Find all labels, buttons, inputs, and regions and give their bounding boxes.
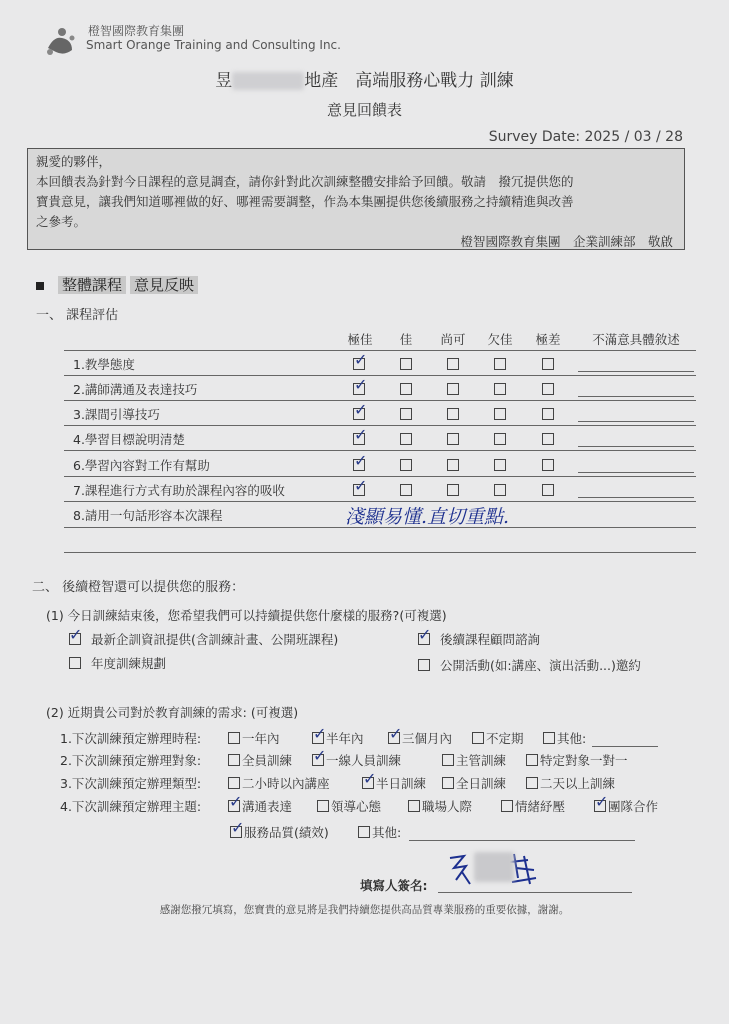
rating-checkbox[interactable] — [494, 358, 506, 370]
q2-checkbox[interactable] — [442, 777, 454, 789]
intro-line: 親愛的夥伴， — [36, 154, 112, 169]
rating-row-label: 1.教學態度 — [73, 357, 135, 372]
rating-checkbox[interactable] — [447, 358, 459, 370]
column-header-poor: 欠佳 — [487, 332, 513, 347]
rating-row-label: 4.學習目標說明清楚 — [73, 432, 185, 447]
redacted-company-name — [232, 72, 304, 90]
row-divider — [64, 476, 696, 477]
rating-checkbox[interactable] — [542, 433, 554, 445]
rating-checkbox[interactable] — [447, 459, 459, 471]
rating-checkbox[interactable] — [400, 358, 412, 370]
q2-checkbox[interactable] — [358, 826, 370, 838]
q2-question: (2) 近期貴公司對於教育訓練的需求: (可複選) — [46, 705, 299, 720]
q2-item-label: 4.下次訓練預定辦理主題: — [60, 799, 202, 814]
row-divider — [64, 400, 696, 401]
q2-option-label: 半日訓練 — [376, 776, 427, 791]
intro-line: 寶貴意見，讓我們知道哪裡做的好、哪裡需要調整，作為本集團提供您後續服務之持續精進與改善 — [36, 194, 574, 209]
survey-date: Survey Date: 2025 / 03 / 28 — [488, 129, 683, 145]
rating-row-label: 2.講師溝通及表達技巧 — [73, 382, 198, 397]
org-name-english: Smart Orange Training and Consulting Inc. — [86, 38, 341, 52]
section1-heading-b: 意見反映 — [130, 276, 198, 294]
signature-line[interactable] — [438, 892, 632, 893]
q2-checkbox[interactable] — [526, 754, 538, 766]
column-header-comments: 不滿意具體敘述 — [592, 332, 680, 347]
rating-checkbox[interactable] — [494, 383, 506, 395]
other-fill-line[interactable] — [592, 746, 658, 747]
q2-option-label: 其他: — [557, 731, 587, 746]
q2-option-label: 半年內 — [326, 731, 364, 746]
checkmark-icon: ✓ — [354, 375, 368, 394]
rating-checkbox[interactable] — [400, 484, 412, 496]
intro-line: 本回饋表為針對今日課程的意見調查，請你針對此次訓練整體安排給予回饋。敬請 撥冗提供您的 — [36, 174, 574, 189]
rating-checkbox[interactable] — [494, 484, 506, 496]
rating-row-label: 7.課程進行方式有助於課程內容的吸收 — [73, 483, 285, 498]
checkmark-icon: ✓ — [389, 724, 403, 743]
q2-option-label: 團隊合作 — [608, 799, 659, 814]
q2-checkbox[interactable] — [228, 777, 240, 789]
q2-option-label: 服務品質(績效) — [244, 825, 329, 840]
checkmark-icon: ✓ — [231, 818, 245, 837]
rating-checkbox[interactable] — [542, 358, 554, 370]
option-label: 年度訓練規劃 — [91, 656, 167, 671]
rating-checkbox[interactable] — [400, 459, 412, 471]
row-divider — [64, 425, 696, 426]
option-label: 後續課程顧問諮詢 — [440, 632, 541, 647]
rating-checkbox[interactable] — [400, 433, 412, 445]
checkmark-icon: ✓ — [354, 476, 368, 495]
q2-item-label: 2.下次訓練預定辦理對象: — [60, 753, 202, 768]
q2-option-label: 不定期 — [486, 731, 524, 746]
intro-signature: 橙智國際教育集團 企業訓練部 敬啟 — [460, 234, 673, 249]
checkmark-icon: ✓ — [354, 350, 368, 369]
checkbox[interactable] — [69, 657, 81, 669]
checkmark-icon: ✓ — [363, 769, 377, 788]
rating-checkbox[interactable] — [542, 484, 554, 496]
q2-option-label: 主管訓練 — [456, 753, 507, 768]
section1-heading — [36, 274, 198, 295]
q2-checkbox[interactable] — [317, 800, 329, 812]
form-subtitle: 意見回饋表 — [326, 101, 402, 119]
rating-checkbox[interactable] — [447, 484, 459, 496]
signature-label: 填寫人簽名: — [360, 878, 428, 893]
rating-checkbox[interactable] — [447, 433, 459, 445]
column-header-good: 佳 — [399, 332, 413, 347]
option-label: 最新企訓資訊提供(含訓練計畫、公開班課程) — [91, 632, 339, 647]
q2-item-label: 1.下次訓練預定辦理時程: — [60, 731, 202, 746]
title-suffix: 地產 高端服務心戰力 訓練 — [304, 71, 514, 91]
table-top-rule — [64, 350, 696, 351]
q2-option-label: 一線人員訓練 — [326, 753, 402, 768]
q2-option-label: 三個月內 — [402, 731, 453, 746]
rating-checkbox[interactable] — [400, 383, 412, 395]
option-label: 公開活動(如:講座、演出活動...)邀約 — [440, 658, 641, 673]
section2-heading: 二、 後續橙智還可以提供您的服務： — [32, 580, 245, 595]
row-divider — [64, 375, 696, 376]
bullet-icon — [36, 282, 44, 290]
rating-checkbox[interactable] — [542, 459, 554, 471]
rating-checkbox[interactable] — [400, 408, 412, 420]
form-title — [0, 66, 729, 91]
checkbox[interactable] — [418, 659, 430, 671]
q2-option-label: 一年內 — [242, 731, 280, 746]
q8-label: 8.請用一句話形容本次課程 — [73, 508, 223, 523]
rating-checkbox[interactable] — [494, 459, 506, 471]
checkmark-icon: ✓ — [595, 792, 609, 811]
checkmark-icon: ✓ — [354, 400, 368, 419]
comment-line[interactable] — [578, 446, 694, 447]
q2-option-label: 全日訓練 — [456, 776, 507, 791]
q8-answer-line[interactable] — [64, 527, 696, 528]
q2-item-label: 3.下次訓練預定辦理類型: — [60, 776, 202, 791]
checkmark-icon: ✓ — [313, 746, 327, 765]
section1-heading-a: 整體課程 — [58, 276, 126, 294]
org-name-chinese: 橙智國際教育集團 — [88, 24, 185, 38]
redacted-signature-part — [474, 852, 514, 882]
intro-text — [36, 152, 676, 232]
checkmark-icon: ✓ — [313, 724, 327, 743]
q2-option-label: 其他: — [372, 825, 402, 840]
column-header-excellent: 極佳 — [347, 332, 373, 347]
rating-checkbox[interactable] — [447, 408, 459, 420]
q2-option-label: 全員訓練 — [242, 753, 293, 768]
q2-checkbox[interactable] — [442, 754, 454, 766]
q2-checkbox[interactable] — [408, 800, 420, 812]
handwritten-signature — [444, 848, 564, 890]
q2-option-label: 二天以上訓練 — [540, 776, 616, 791]
q2-checkbox[interactable] — [228, 754, 240, 766]
column-header-fair: 尚可 — [440, 332, 466, 347]
q2-checkbox[interactable] — [501, 800, 513, 812]
section1-subheading: 一、 課程評估 — [36, 308, 119, 323]
comment-line[interactable] — [578, 421, 694, 422]
q2-option-label: 情緒紓壓 — [515, 799, 566, 814]
checkmark-icon: ✓ — [418, 625, 432, 644]
checkmark-icon: ✓ — [354, 451, 368, 470]
q2-checkbox[interactable] — [543, 732, 555, 744]
comment-line[interactable] — [578, 396, 694, 397]
checkmark-icon: ✓ — [229, 792, 243, 811]
title-prefix: 昱 — [215, 71, 233, 91]
company-logo-icon — [42, 26, 78, 56]
q2-option-label: 二小時以內講座 — [242, 776, 330, 791]
rating-checkbox[interactable] — [447, 383, 459, 395]
checkmark-icon: ✓ — [69, 625, 83, 644]
q2-option-label: 領導心態 — [331, 799, 382, 814]
q2-checkbox[interactable] — [526, 777, 538, 789]
other-fill-line[interactable] — [409, 840, 635, 841]
footer-note: 感謝您撥冗填寫，您寶貴的意見將是我們持續您提供高品質專業服務的重要依據，謝謝。 — [159, 904, 570, 916]
q2-option-label: 職場人際 — [422, 799, 473, 814]
comment-line[interactable] — [578, 497, 694, 498]
rating-checkbox[interactable] — [542, 408, 554, 420]
q2-checkbox[interactable] — [472, 732, 484, 744]
intro-line: 之參考。 — [36, 214, 87, 229]
rating-row-label: 6.學習內容對工作有幫助 — [73, 458, 210, 473]
q2-option-label: 特定對象一對一 — [540, 753, 628, 768]
q1-question: (1) 今日訓練結束後，您希望我們可以持續提供您什麼樣的服務?(可複選) — [46, 608, 447, 623]
comment-line[interactable] — [578, 371, 694, 372]
rating-row-label: 3.課間引導技巧 — [73, 407, 160, 422]
comment-line[interactable] — [578, 472, 694, 473]
rating-checkbox[interactable] — [494, 433, 506, 445]
q8-answer-line-2[interactable] — [64, 552, 696, 553]
q2-option-label: 溝通表達 — [242, 799, 293, 814]
rating-checkbox[interactable] — [494, 408, 506, 420]
checkmark-icon: ✓ — [354, 425, 368, 444]
q2-checkbox[interactable] — [228, 732, 240, 744]
q8-handwritten-answer: 淺顯易懂.直切重點. — [345, 506, 510, 528]
rating-checkbox[interactable] — [542, 383, 554, 395]
column-header-very-poor: 極差 — [535, 332, 561, 347]
row-divider — [64, 450, 696, 451]
